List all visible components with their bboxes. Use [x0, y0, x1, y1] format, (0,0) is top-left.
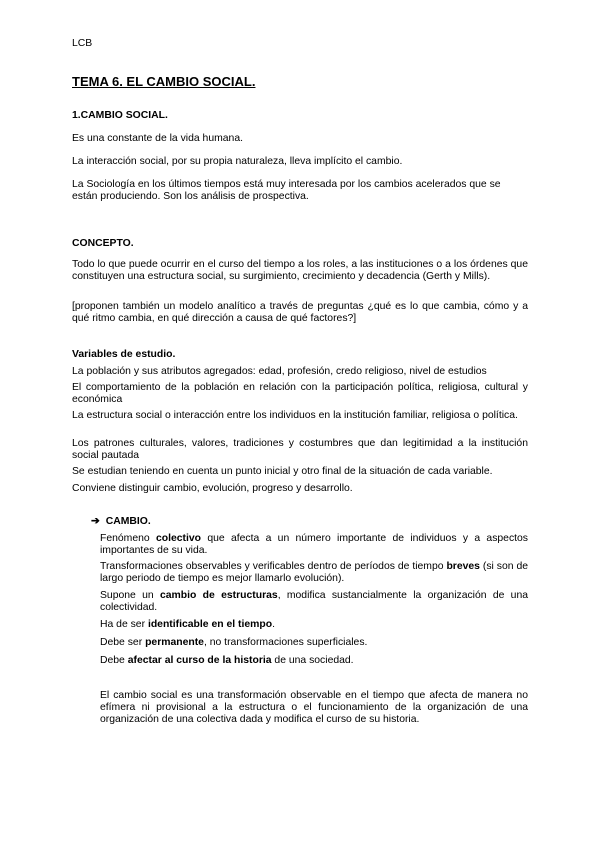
cambio-item: Transformaciones observables y verificables dentro de períodos de tiempo breves (si son de largo periodo de tiempo es mejor llamarlo evolución).	[100, 561, 529, 584]
paragraph: Es una constante de la vida humana.	[72, 133, 243, 144]
cambio-heading-label: CAMBIO.	[105, 516, 151, 527]
paragraph: Los patrones culturales, valores, tradiciones y costumbres que dan legitimidad a la institución social pautada	[72, 438, 528, 461]
header-label: LCB	[72, 38, 93, 49]
cambio-item: Debe afectar al curso de la historia de una sociedad.	[100, 655, 354, 666]
cambio-item: Fenómeno colectivo que afecta a un número importante de individuos y a aspectos importantes de su vida.	[100, 533, 528, 556]
paragraph: El comportamiento de la población en relación con la participación política, religiosa, cultural y económica	[72, 382, 528, 405]
section-heading-concepto: CONCEPTO.	[72, 238, 134, 249]
cambio-item: Debe ser permanente, no transformaciones superficiales.	[100, 637, 368, 648]
section-heading-cambio-social: 1.CAMBIO SOCIAL.	[72, 110, 168, 121]
cambio-definition: El cambio social es una transformación observable en el tiempo que afecta de manera no efímera ni provisional a la estructura o el funcionamiento de la organización de una organización de una colectiva dada y modifica el curso de su historia.	[100, 690, 528, 725]
paragraph: La Sociología en los últimos tiempos está muy interesada por los cambios acelerados que se están produciendo. Son los análisis de prospectiva.	[72, 179, 501, 202]
cambio-heading	[91, 516, 151, 528]
paragraph: La interacción social, por su propia naturaleza, lleva implícito el cambio.	[72, 156, 403, 167]
cambio-item: Supone un cambio de estructuras, modifica sustancialmente la organización de una colectividad.	[100, 590, 529, 613]
paragraph: La estructura social o interacción entre los individuos en la institución familiar, religiosa o política.	[72, 410, 518, 421]
paragraph: Se estudian teniendo en cuenta un punto inicial y otro final de la situación de cada variable.	[72, 466, 493, 477]
paragraph: [proponen también un modelo analítico a través de preguntas ¿qué es lo que cambia, cómo y a qué ritmo cambia, en qué dirección a causa de qué factores?]	[72, 301, 528, 324]
paragraph: Conviene distinguir cambio, evolución, progreso y desarrollo.	[72, 483, 353, 494]
section-heading-variables: Variables de estudio.	[72, 349, 176, 360]
paragraph: La población y sus atributos agregados: edad, profesión, credo religioso, nivel de estudios	[72, 366, 487, 377]
arrow-right-icon: ➔	[91, 516, 100, 527]
cambio-item: Ha de ser identificable en el tiempo.	[100, 619, 275, 630]
document-title: TEMA 6. EL CAMBIO SOCIAL.	[72, 74, 256, 89]
paragraph: Todo lo que puede ocurrir en el curso del tiempo a los roles, a las instituciones o a los órdenes que constituyen una estructura social, su surgimiento, crecimiento y decadencia (Gerth y Mills).	[72, 259, 528, 282]
